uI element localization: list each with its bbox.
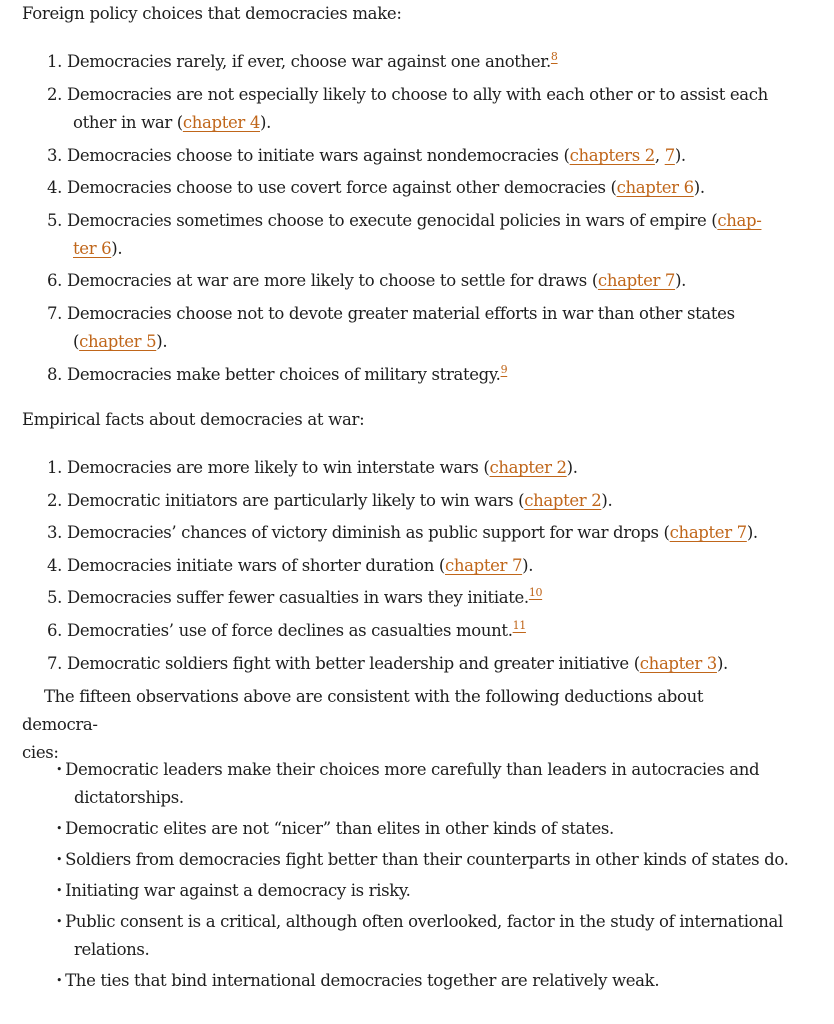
list-item: 7. Democracies choose not to devote greater material efforts in war than other states (chapter 5). [47, 304, 735, 351]
bullet-item: • Public consent is a critical, although often overlooked, factor in the study of international relations. [56, 912, 783, 959]
list-item: 3. Democracies’ chances of victory diminish as public support for war drops (chapter 7). [47, 523, 758, 542]
list-item: 2. Democratic initiators are particularly likely to win wars (chapter 2). [47, 491, 613, 510]
list-item: 5. Democracies sometimes choose to execute genocidal policies in wars of empire (chap- ter 6). [47, 211, 762, 258]
footnote-link[interactable]: 10 [528, 586, 543, 599]
bullet-icon: • [56, 822, 63, 835]
bullet-item: • The ties that bind international democracies together are relatively weak. [56, 971, 660, 990]
bullet-item: • Democratic leaders make their choices more carefully than leaders in autocracies and dictatorships. [56, 760, 760, 807]
list-item: 1. Democracies are more likely to win interstate wars (chapter 2). [47, 458, 578, 477]
chapter-link[interactable]: chapter 5 [79, 332, 157, 351]
section-heading-empirical-facts: Empirical facts about democracies at war: [22, 410, 365, 429]
bullet-icon: • [56, 853, 63, 866]
list-item: 2. Democracies are not especially likely to choose to ally with each other or to assist each other in war (chapter 4). [47, 85, 768, 132]
chapter-link[interactable]: chapter 7 [597, 271, 676, 290]
footnote-link[interactable]: 11 [512, 619, 526, 632]
bullet-icon: • [56, 974, 63, 987]
bullet-item: • Soldiers from democracies fight better than their counterparts in other kinds of states do. [56, 850, 789, 869]
list-item: 4. Democracies initiate wars of shorter duration (chapter 7). [47, 556, 534, 575]
list-item: 6. Democracies at war are more likely to choose to settle for draws (chapter 7). [47, 271, 687, 290]
bullet-item: • Initiating war against a democracy is risky. [56, 881, 411, 900]
chapter-link[interactable]: chapter 2 [489, 458, 567, 477]
chapter-link[interactable]: 7 [664, 146, 675, 165]
chapter-link[interactable]: chapter 3 [639, 654, 717, 673]
chapter-link[interactable]: chapters 2 [569, 146, 655, 165]
section-heading-foreign-policy: Foreign policy choices that democracies make: [22, 4, 402, 23]
bullet-icon: • [56, 915, 63, 928]
footnote-link[interactable]: 8 [550, 50, 558, 63]
list-item: 5. Democracies suffer fewer casualties in wars they initiate.$^{10}$ [47, 586, 543, 607]
chapter-link[interactable]: chapter 4 [182, 113, 261, 132]
chapter-link[interactable]: ter 6 [73, 239, 112, 258]
chapter-link[interactable]: chapter 7 [669, 523, 747, 542]
body-paragraph: The fifteen observations above are consistent with the following deductions about democra- cies: [22, 687, 704, 762]
list-item: 4. Democracies choose to use covert force against other democracies (chapter 6). [47, 178, 705, 197]
bullet-item: • Democratic elites are not “nicer” than elites in other kinds of states. [56, 819, 614, 838]
list-item: 6. Democraties’ use of force declines as casualties mount.$^{11}$ [47, 619, 526, 640]
list-item: 7. Democratic soldiers fight with better leadership and greater initiative (chapter 3). [47, 654, 728, 673]
list-item: 3. Democracies choose to initiate wars against nondemocracies (chapters 2, 7). [47, 146, 686, 165]
bullet-icon: • [56, 884, 63, 897]
chapter-link[interactable]: chapter 7 [444, 556, 523, 575]
list-item: 1. Democracies rarely, if ever, choose war against one another.$^8$ [47, 50, 558, 71]
list-item: 8. Democracies make better choices of military strategy.$^9$ [47, 363, 508, 384]
chapter-link[interactable]: chap- [717, 211, 762, 230]
bullet-icon: • [56, 763, 63, 776]
chapter-link[interactable]: chapter 6 [616, 178, 694, 197]
footnote-link[interactable]: 9 [500, 363, 508, 376]
chapter-link[interactable]: chapter 2 [524, 491, 602, 510]
